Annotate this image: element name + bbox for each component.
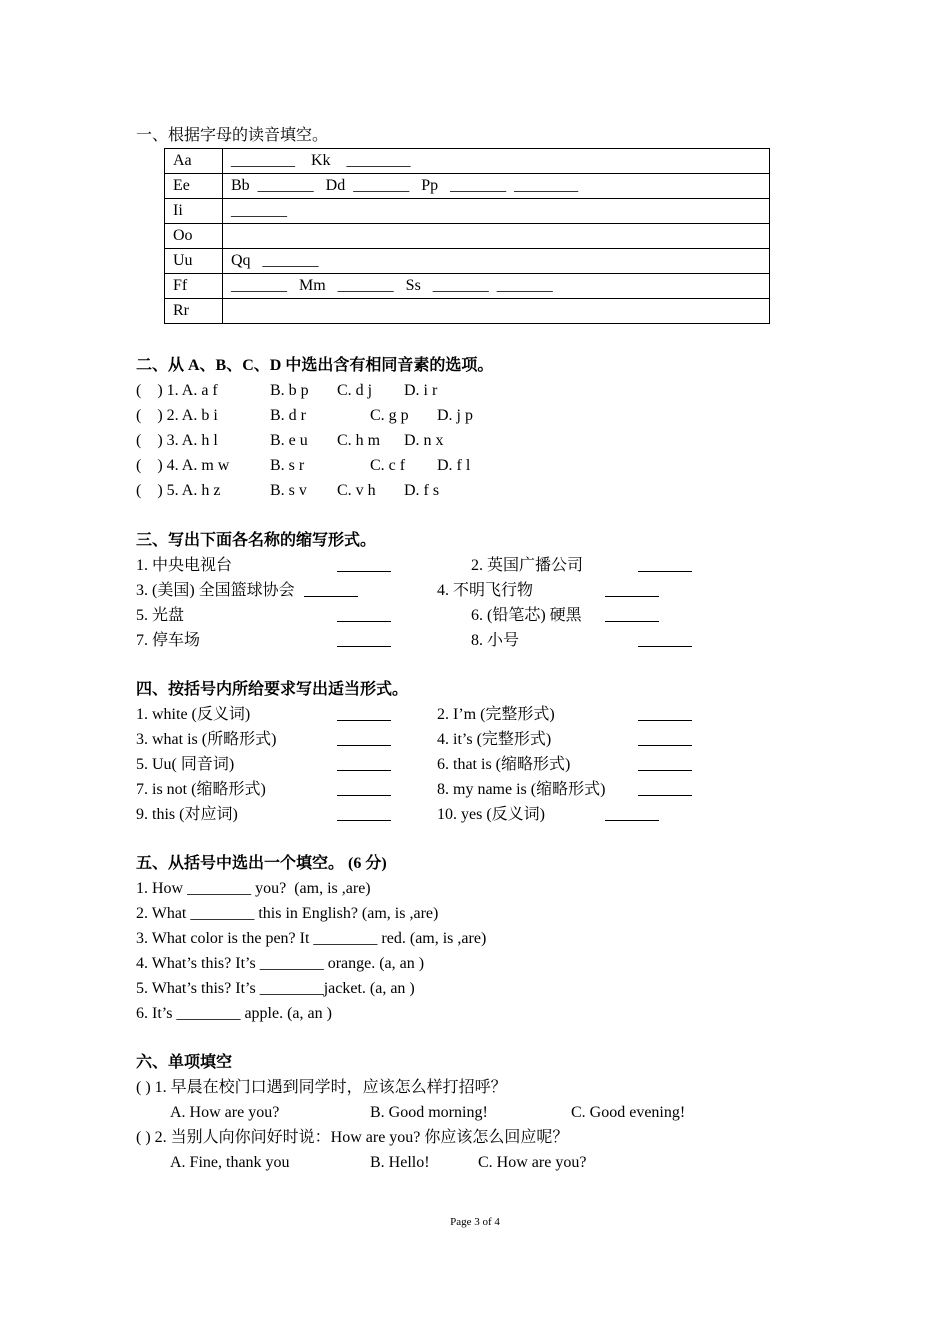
answer-blank xyxy=(638,632,692,647)
answer-cell: Bb _______ Dd _______ Pp _______ ________ xyxy=(223,174,770,199)
answer-blank xyxy=(638,731,692,746)
fill-item: 3. What color is the pen? It ________ red. (am, is ,are) xyxy=(136,930,487,947)
answer-blank xyxy=(337,706,391,721)
answer-cell: Qq _______ xyxy=(223,249,770,274)
answer-cell xyxy=(223,224,770,249)
table-row xyxy=(165,299,770,324)
option-c: C. Good evening! xyxy=(571,1104,686,1121)
option-d: D. n x xyxy=(404,432,444,449)
prompt-text: 2. I’m (完整形式) xyxy=(437,706,555,723)
option-b: B. s r xyxy=(270,457,305,474)
section5-title: 五、从括号中选出一个填空。 (6 分) xyxy=(136,855,387,872)
fill-item: 6. It’s ________ apple. (a, an ) xyxy=(136,1005,332,1022)
option-d: D. j p xyxy=(437,407,473,424)
answer-blank xyxy=(337,607,391,622)
option-b: B. s v xyxy=(270,482,307,499)
letter-table xyxy=(164,148,770,324)
answer-blank xyxy=(638,557,692,572)
section1-title: 一、根据字母的读音填空。 xyxy=(136,127,329,144)
table-row xyxy=(165,224,770,249)
prompt-text: 3. what is (所略形式) xyxy=(136,731,277,748)
prompt-text: 3. (美国) 全国篮球协会 xyxy=(136,582,295,599)
answer-blank xyxy=(638,706,692,721)
fill-item: 5. What’s this? It’s ________jacket. (a, an ) xyxy=(136,980,415,997)
option-b: B. e u xyxy=(270,432,308,449)
fill-item: 4. What’s this? It’s ________ orange. (a, an ) xyxy=(136,955,425,972)
prompt-text: 2. 英国广播公司 xyxy=(471,557,584,574)
answer-cell xyxy=(223,299,770,324)
prompt-text: 7. is not (缩略形式) xyxy=(136,781,266,798)
table-row xyxy=(165,174,770,199)
prompt-text: 5. 光盘 xyxy=(136,607,185,624)
option-c: C. How are you? xyxy=(478,1154,587,1171)
option-c: C. g p xyxy=(370,407,409,424)
option-c: C. c f xyxy=(370,457,406,474)
letter-cell: Uu xyxy=(165,249,223,274)
option-c: C. v h xyxy=(337,482,376,499)
section2-title: 二、从 A、B、C、D 中选出含有相同音素的选项。 xyxy=(136,357,494,374)
answer-blank xyxy=(337,756,391,771)
prompt-text: 4. 不明飞行物 xyxy=(437,582,534,599)
option-b: B. b p xyxy=(270,382,309,399)
page-footer: Page 3 of 4 xyxy=(450,1216,500,1228)
prompt-text: 7. 停车场 xyxy=(136,632,201,649)
letter-cell: Oo xyxy=(165,224,223,249)
table-row xyxy=(165,274,770,299)
prompt-text: 8. my name is (缩略形式) xyxy=(437,781,606,798)
answer-cell: _______ xyxy=(223,199,770,224)
section3-title: 三、写出下面各名称的缩写形式。 xyxy=(136,532,377,549)
answer-blank xyxy=(605,806,659,821)
letter-cell: Ff xyxy=(165,274,223,299)
answer-blank xyxy=(638,781,692,796)
option-a: A. How are you? xyxy=(170,1104,280,1121)
answer-blank xyxy=(337,557,391,572)
question-number: ( ) 4. A. m w xyxy=(136,457,230,474)
prompt-text: 9. this (对应词) xyxy=(136,806,238,823)
option-d: D. f l xyxy=(437,457,471,474)
question-text: ( ) 1. 早晨在校门口遇到同学时，应该怎么样打招呼？ xyxy=(136,1079,507,1096)
letter-cell: Aa xyxy=(165,149,223,174)
table-row xyxy=(165,199,770,224)
section6-title: 六、单项填空 xyxy=(136,1054,233,1071)
option-c: C. d j xyxy=(337,382,373,399)
prompt-text: 1. 中央电视台 xyxy=(136,557,233,574)
answer-cell: ________ Kk ________ xyxy=(223,149,770,174)
prompt-text: 8. 小号 xyxy=(471,632,520,649)
prompt-text: 10. yes (反义词) xyxy=(437,806,545,823)
option-b: B. Hello! xyxy=(370,1154,430,1171)
question-text: ( ) 2. 当别人向你问好时说：How are you? 你应该怎么回应呢？ xyxy=(136,1129,569,1146)
option-b: B. d r xyxy=(270,407,306,424)
answer-blank xyxy=(337,632,391,647)
prompt-text: 1. white (反义词) xyxy=(136,706,251,723)
fill-item: 1. How ________ you? (am, is ,are) xyxy=(136,880,371,897)
letter-cell: Ii xyxy=(165,199,223,224)
answer-cell: _______ Mm _______ Ss _______ _______ xyxy=(223,274,770,299)
option-d: D. i r xyxy=(404,382,438,399)
answer-blank xyxy=(304,582,358,597)
answer-blank xyxy=(337,781,391,796)
option-a: A. Fine, thank you xyxy=(170,1154,290,1171)
option-b: B. Good morning! xyxy=(370,1104,488,1121)
answer-blank xyxy=(337,806,391,821)
letter-cell: Rr xyxy=(165,299,223,324)
prompt-text: 6. that is (缩略形式) xyxy=(437,756,571,773)
question-number: ( ) 1. A. a f xyxy=(136,382,218,399)
table-row xyxy=(165,249,770,274)
question-number: ( ) 3. A. h l xyxy=(136,432,218,449)
option-c: C. h m xyxy=(337,432,381,449)
answer-blank xyxy=(337,731,391,746)
question-number: ( ) 5. A. h z xyxy=(136,482,221,499)
prompt-text: 6. (铅笔芯) 硬黑 xyxy=(471,607,582,624)
answer-blank xyxy=(638,756,692,771)
prompt-text: 4. it’s (完整形式) xyxy=(437,731,552,748)
table-row xyxy=(165,149,770,174)
option-d: D. f s xyxy=(404,482,440,499)
section4-title: 四、按括号内所给要求写出适当形式。 xyxy=(136,681,409,698)
answer-blank xyxy=(605,582,659,597)
question-number: ( ) 2. A. b i xyxy=(136,407,218,424)
prompt-text: 5. Uu( 同音词) xyxy=(136,756,235,773)
letter-cell: Ee xyxy=(165,174,223,199)
fill-item: 2. What ________ this in English? (am, is ,are) xyxy=(136,905,439,922)
answer-blank xyxy=(605,607,659,622)
